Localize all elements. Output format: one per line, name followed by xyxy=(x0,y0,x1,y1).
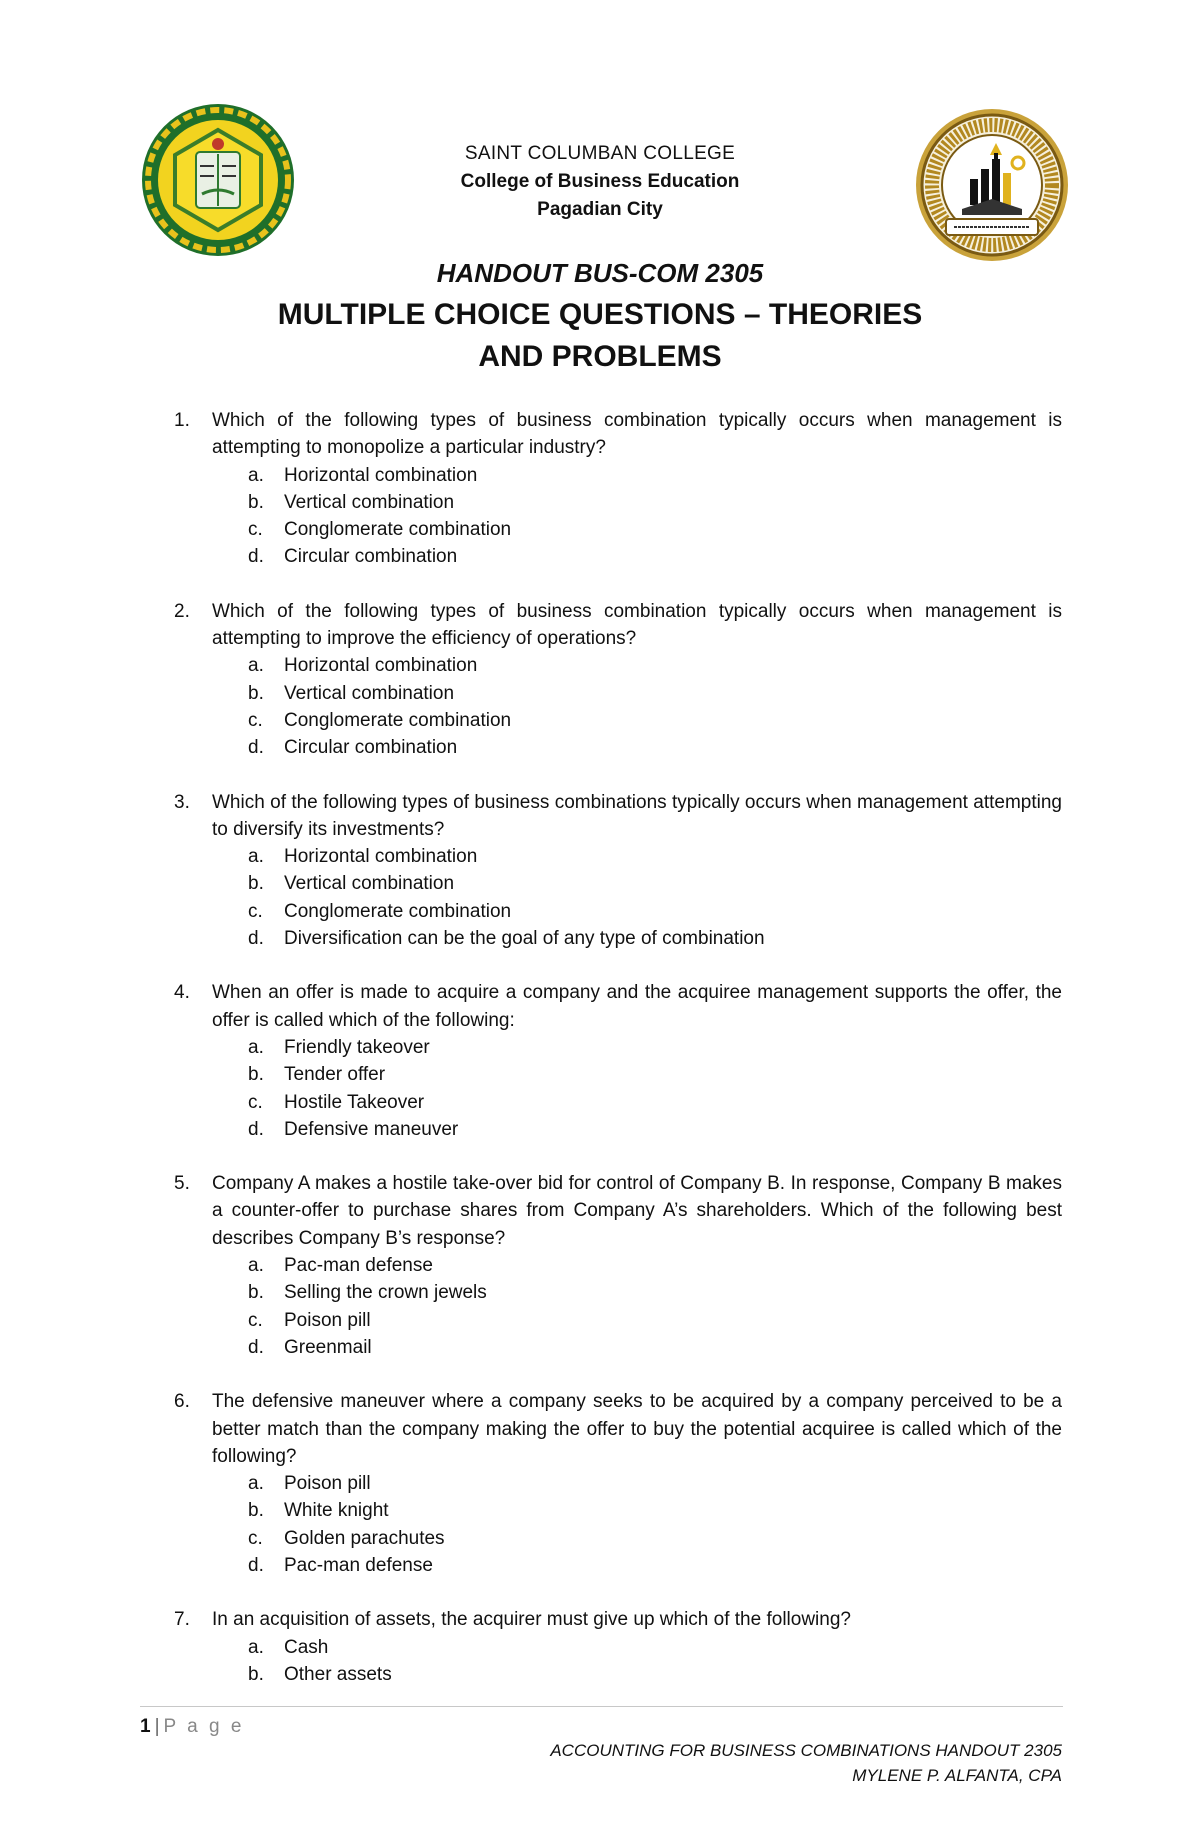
question-number: 6. xyxy=(174,1391,190,1413)
page-number-value: 1 xyxy=(140,1716,151,1737)
option-text: Circular combination xyxy=(284,737,458,759)
option-text: Defensive maneuver xyxy=(284,1118,459,1140)
answer-option xyxy=(212,734,1062,761)
answer-option xyxy=(212,1634,1062,1661)
option-text: Cash xyxy=(284,1636,329,1658)
option-letter: b. xyxy=(248,1064,264,1086)
answer-option xyxy=(212,652,1062,679)
question-number: 3. xyxy=(174,791,190,813)
answer-option xyxy=(212,1061,1062,1088)
option-letter: a. xyxy=(248,655,264,677)
question-item xyxy=(174,1606,1062,1688)
option-text: White knight xyxy=(284,1500,389,1522)
footer-course-title: ACCOUNTING FOR BUSINESS COMBINATIONS HANDOUT 2305 xyxy=(550,1741,1062,1760)
option-letter: b. xyxy=(248,491,264,513)
answer-option xyxy=(212,543,1062,570)
option-text: Horizontal combination xyxy=(284,464,478,486)
question-text: In an acquisition of assets, the acquirer must give up which of the following? xyxy=(212,1609,851,1631)
question-list xyxy=(174,407,1062,1715)
option-letter: d. xyxy=(248,928,264,950)
option-letter: c. xyxy=(248,900,263,922)
option-letter: c. xyxy=(248,1091,263,1113)
option-text: Horizontal combination xyxy=(284,846,478,868)
option-letter: d. xyxy=(248,737,264,759)
option-letter: b. xyxy=(248,682,264,704)
handout-code: HANDOUT BUS-COM 2305 xyxy=(436,258,764,288)
question-text: Which of the following types of business combination typically occurs when management is attempting to improve the efficiency of operations? xyxy=(212,600,1062,650)
option-text: Hostile Takeover xyxy=(284,1091,425,1113)
option-text: Horizontal combination xyxy=(284,655,478,677)
option-letter: d. xyxy=(248,1554,264,1576)
option-letter: a. xyxy=(248,1255,264,1277)
city-name: Pagadian City xyxy=(537,199,663,220)
option-letter: a. xyxy=(248,1473,264,1495)
answer-option xyxy=(212,1252,1062,1279)
footer-credits xyxy=(550,1738,1062,1788)
question-text: The defensive maneuver where a company seeks to be acquired by a company perceived to be a better match than the company making the offer to buy the potential acquiree is called which of the following? xyxy=(212,1391,1062,1467)
answer-option xyxy=(212,707,1062,734)
option-letter: c. xyxy=(248,1527,263,1549)
question-item xyxy=(174,979,1062,1143)
answer-option xyxy=(212,1307,1062,1334)
option-letter: b. xyxy=(248,873,264,895)
question-text: When an offer is made to acquire a company and the acquiree management supports the offer, the offer is called which of the following: xyxy=(212,982,1062,1031)
option-text: Friendly takeover xyxy=(284,1036,430,1058)
option-letter: b. xyxy=(248,1282,264,1304)
option-text: Tender offer xyxy=(284,1064,386,1086)
question-item xyxy=(174,1388,1062,1579)
option-text: Pac-man defense xyxy=(284,1255,433,1277)
answer-option xyxy=(212,843,1062,870)
option-text: Conglomerate combination xyxy=(284,709,512,731)
option-text: Vertical combination xyxy=(284,682,455,704)
option-letter: d. xyxy=(248,1118,264,1140)
answer-option xyxy=(212,489,1062,516)
answer-option xyxy=(212,870,1062,897)
college-name: College of Business Education xyxy=(460,171,740,192)
question-text: Company A makes a hostile take-over bid for control of Company B. In response, Company B makes a counter-offer to purchase shares from Company A’s shareholders. Which of the following best describes Company B’s response? xyxy=(212,1173,1062,1249)
answer-option xyxy=(212,1334,1062,1361)
option-letter: b. xyxy=(248,1663,264,1685)
question-number: 5. xyxy=(174,1173,190,1195)
question-item xyxy=(174,598,1062,762)
option-text: Other assets xyxy=(284,1663,392,1685)
option-text: Conglomerate combination xyxy=(284,519,512,541)
title-line-2: AND PROBLEMS xyxy=(478,340,722,373)
option-text: Greenmail xyxy=(284,1336,372,1358)
school-header xyxy=(0,140,1200,224)
page-number: 1 | P a g e xyxy=(140,1716,245,1737)
answer-option xyxy=(212,462,1062,489)
answer-option xyxy=(212,1279,1062,1306)
option-letter: d. xyxy=(248,1336,264,1358)
option-letter: d. xyxy=(248,546,264,568)
footer-divider xyxy=(140,1706,1063,1707)
option-letter: a. xyxy=(248,1036,264,1058)
option-text: Circular combination xyxy=(284,546,458,568)
option-text: Selling the crown jewels xyxy=(284,1282,487,1304)
option-letter: c. xyxy=(248,1309,263,1331)
question-number: 7. xyxy=(174,1609,190,1631)
option-letter: c. xyxy=(248,519,263,541)
question-text: Which of the following types of business combinations typically occurs when management attempting to diversify its investments? xyxy=(212,791,1062,840)
answer-option xyxy=(212,1470,1062,1497)
answer-option xyxy=(212,1034,1062,1061)
document-title xyxy=(0,294,1200,378)
question-item xyxy=(174,407,1062,571)
question-number: 1. xyxy=(174,410,190,431)
answer-option xyxy=(212,1661,1062,1688)
option-letter: a. xyxy=(248,1636,264,1658)
answer-option xyxy=(212,516,1062,543)
answer-option xyxy=(212,898,1062,925)
answer-option xyxy=(212,1552,1062,1579)
question-number: 2. xyxy=(174,600,190,622)
option-letter: b. xyxy=(248,1500,264,1522)
option-letter: c. xyxy=(248,709,263,731)
question-item xyxy=(174,1170,1062,1361)
footer-author: MYLENE P. ALFANTA, CPA xyxy=(852,1766,1062,1785)
question-text: Which of the following types of business combination typically occurs when management is attempting to monopolize a particular industry? xyxy=(212,410,1062,459)
option-text: Vertical combination xyxy=(284,873,455,895)
option-text: Poison pill xyxy=(284,1309,371,1331)
question-number: 4. xyxy=(174,982,190,1004)
option-text: Poison pill xyxy=(284,1473,371,1495)
answer-option xyxy=(212,1497,1062,1524)
option-text: Golden parachutes xyxy=(284,1527,445,1549)
title-line-1: MULTIPLE CHOICE QUESTIONS – THEORIES xyxy=(277,298,923,331)
option-letter: a. xyxy=(248,846,264,868)
answer-option xyxy=(212,1116,1062,1143)
school-name: SAINT COLUMBAN COLLEGE xyxy=(464,143,736,164)
answer-option xyxy=(212,1525,1062,1552)
answer-option xyxy=(212,680,1062,707)
option-letter: a. xyxy=(248,464,264,486)
option-text: Diversification can be the goal of any type of combination xyxy=(284,928,765,950)
option-text: Vertical combination xyxy=(284,491,455,513)
question-item xyxy=(174,789,1062,953)
option-text: Conglomerate combination xyxy=(284,900,512,922)
option-text: Pac-man defense xyxy=(284,1554,433,1576)
answer-option xyxy=(212,925,1062,952)
page-label: P a g e xyxy=(163,1716,245,1737)
answer-option xyxy=(212,1089,1062,1116)
